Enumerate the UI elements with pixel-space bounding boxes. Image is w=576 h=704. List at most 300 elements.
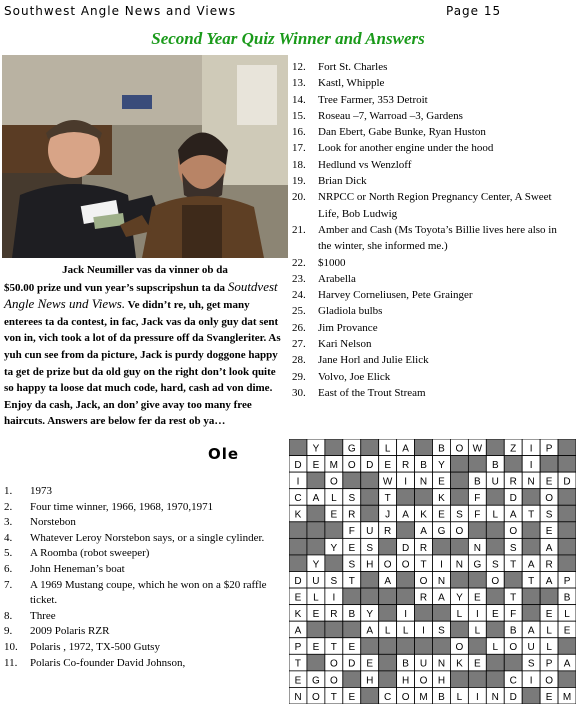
crossword-letter: Y — [438, 459, 445, 471]
crossword-letter: I — [440, 559, 443, 571]
crossword-letter: A — [294, 625, 302, 637]
answer-item — [4, 500, 284, 516]
crossword-letter: K — [294, 609, 302, 621]
crossword-letter: A — [545, 542, 553, 554]
crossword-letter: R — [401, 459, 410, 471]
answer-text: Norstebon — [30, 516, 76, 529]
answer-item — [4, 546, 284, 562]
crossword-letter: S — [366, 542, 374, 554]
crossword-letter: A — [402, 443, 409, 455]
crossword-letter: E — [348, 542, 356, 554]
crossword-block — [558, 538, 576, 555]
crossword-block — [522, 605, 540, 622]
crossword-letter: O — [329, 658, 338, 670]
answer-number: 11. — [4, 656, 18, 669]
crossword-letter: K — [456, 658, 463, 670]
crossword-letter: T — [384, 493, 391, 505]
crossword-block — [468, 572, 486, 589]
crossword-block — [379, 654, 397, 671]
crossword-letter: B — [438, 691, 445, 703]
crossword-letter: I — [422, 625, 425, 637]
crossword-letter: H — [401, 675, 410, 687]
crossword-block — [558, 439, 576, 456]
crossword-letter: A — [384, 575, 391, 587]
crossword-letter: C — [294, 493, 302, 505]
crossword-letter: N — [437, 575, 446, 587]
crossword-block — [486, 489, 504, 506]
answer-item — [4, 515, 284, 531]
answer-text: Three — [30, 609, 56, 622]
answer-text: Arabella — [318, 272, 356, 285]
answer-item — [292, 92, 572, 108]
crossword-letter: E — [312, 609, 320, 621]
crossword-letter: L — [492, 509, 499, 521]
crossword-letter: D — [366, 459, 374, 471]
crossword-block — [486, 671, 504, 688]
answer-number: 17. — [292, 142, 306, 155]
crossword-letter: S — [348, 559, 356, 571]
crossword-letter: M — [562, 691, 572, 703]
crossword-letter: K — [294, 509, 302, 521]
crossword-letter: E — [491, 609, 499, 621]
crossword-block — [415, 638, 433, 655]
crossword-letter: L — [384, 443, 391, 455]
crossword-letter: T — [420, 559, 427, 571]
crossword-letter: E — [366, 658, 374, 670]
crossword-block — [450, 489, 468, 506]
crossword-block — [558, 671, 576, 688]
crossword-letter: U — [312, 575, 320, 587]
crossword-letter: E — [348, 691, 356, 703]
crossword-block — [325, 621, 343, 638]
crossword-letter: I — [332, 592, 336, 604]
crossword-letter: U — [491, 476, 499, 488]
crossword-block — [361, 687, 379, 704]
crossword-letter: F — [348, 526, 355, 538]
crossword-block — [361, 472, 379, 489]
crossword-letter: R — [384, 526, 392, 538]
crossword-block — [379, 605, 397, 622]
crossword-letter: R — [419, 542, 428, 554]
crossword-letter: I — [475, 609, 479, 621]
crossword-block — [325, 555, 343, 572]
crossword-letter: U — [419, 658, 428, 670]
crossword-letter: O — [509, 526, 518, 538]
crossword-block — [522, 489, 540, 506]
answer-item — [292, 59, 572, 75]
answer-number: 24. — [292, 289, 306, 302]
answer-text: Tree Farmer, 353 Detroit — [318, 93, 428, 106]
crossword-letter: O — [455, 526, 464, 538]
crossword-block — [379, 671, 397, 688]
crossword-block — [522, 522, 540, 539]
crossword-letter: U — [366, 526, 374, 538]
crossword-block — [522, 687, 540, 704]
crossword-block — [343, 671, 361, 688]
crossword-letter: Y — [312, 443, 320, 455]
answer-text: Whatever Leroy Norstebon says, or a single cylinder. — [30, 531, 265, 544]
crossword-letter: O — [419, 675, 428, 687]
crossword-letter: E — [438, 476, 445, 488]
crossword-block — [397, 489, 415, 506]
crossword-letter: N — [437, 658, 446, 670]
crossword-letter: T — [330, 642, 337, 654]
crossword-block — [504, 456, 522, 473]
answer-number: 27. — [292, 338, 306, 351]
crossword-letter: F — [474, 493, 481, 505]
crossword-letter: E — [294, 675, 302, 687]
crossword-svg — [289, 439, 576, 704]
answer-number: 13. — [292, 77, 306, 90]
crossword-block — [450, 572, 468, 589]
crossword-letter: Y — [456, 592, 463, 604]
crossword-letter: O — [347, 459, 356, 471]
crossword-letter: T — [510, 559, 517, 571]
crossword-letter: Y — [330, 542, 338, 554]
crossword-letter: T — [348, 575, 355, 587]
answer-number: 20. — [292, 191, 306, 204]
crossword-letter: E — [545, 691, 553, 703]
answer-text: 2009 Polaris RZR — [30, 625, 110, 638]
crossword-block — [486, 621, 504, 638]
answer-item — [292, 75, 572, 91]
answer-text: Brian Dick — [318, 175, 367, 188]
crossword-letter: T — [330, 691, 337, 703]
answer-number: 22. — [292, 256, 306, 269]
answer-number: 14. — [292, 93, 306, 106]
answer-number: 7. — [4, 578, 13, 591]
answer-text: John Heneman’s boat — [30, 562, 125, 575]
crossword-block — [504, 654, 522, 671]
crossword-letter: L — [546, 642, 552, 654]
crossword-block — [307, 621, 325, 638]
crossword-letter: S — [491, 559, 499, 571]
answer-number: 6. — [4, 562, 13, 575]
crossword-letter: E — [312, 642, 320, 654]
crossword-block — [361, 505, 379, 522]
answer-text: Kastl, Whipple — [318, 77, 385, 90]
crossword-letter: P — [294, 642, 302, 654]
answer-text: Harvey Corneliusen, Pete Grainger — [318, 289, 473, 302]
crossword-letter: K — [420, 509, 427, 521]
crossword-letter: M — [419, 691, 428, 703]
answer-item — [4, 624, 284, 640]
answer-number: 15. — [292, 109, 306, 122]
crossword-letter: G — [473, 559, 482, 571]
crossword-letter: R — [330, 609, 338, 621]
crossword-letter: C — [384, 691, 392, 703]
crossword-block — [379, 588, 397, 605]
crossword-letter: B — [348, 609, 356, 621]
crossword-letter: E — [312, 459, 320, 471]
answer-item — [292, 222, 572, 255]
crossword-block — [343, 472, 361, 489]
crossword-letter: D — [563, 476, 571, 488]
crossword-letter: S — [527, 658, 535, 670]
answer-item — [292, 352, 572, 368]
answer-item — [292, 385, 572, 401]
crossword-letter: P — [545, 658, 553, 670]
crossword-letter: N — [527, 476, 535, 488]
crossword-letter: R — [419, 592, 428, 604]
crossword-block — [307, 505, 325, 522]
crossword-letter: B — [438, 443, 445, 455]
crossword-letter: N — [491, 691, 499, 703]
crossword-block — [558, 522, 576, 539]
crossword-letter: E — [330, 509, 338, 521]
crossword-letter: O — [419, 575, 428, 587]
crossword-block — [343, 588, 361, 605]
answer-number: 28. — [292, 354, 306, 367]
crossword-letter: B — [491, 459, 499, 471]
crossword-letter: J — [385, 509, 391, 521]
answer-text: Dan Ebert, Gabe Bunke, Ryan Huston — [318, 126, 486, 139]
crossword-letter: B — [402, 658, 409, 670]
crossword-block — [450, 472, 468, 489]
answer-number: 2. — [4, 500, 13, 513]
crossword-letter: F — [510, 609, 517, 621]
answer-text: Look for another engine under the hood — [318, 142, 494, 155]
crossword-block — [450, 621, 468, 638]
crossword-block — [486, 654, 504, 671]
answer-text: Hedlund vs Wenzloff — [318, 158, 412, 171]
answer-number: 5. — [4, 547, 13, 560]
crossword-letter: L — [564, 609, 570, 621]
crossword-letter: E — [294, 592, 302, 604]
answer-text: A Roomba (robot sweeper) — [30, 547, 150, 560]
answer-text: Jim Provance — [318, 321, 378, 334]
answer-text: Volvo, Joe Elick — [318, 370, 391, 383]
answer-item — [4, 562, 284, 578]
answer-number: 19. — [292, 175, 306, 188]
crossword-letter: S — [438, 625, 445, 637]
crossword-letter: H — [366, 675, 374, 687]
answer-text: Amber and Cash (Ms Toyota’s Billie lives here also in the winter, she informed me.) — [318, 223, 557, 253]
crossword-letter: A — [545, 575, 553, 587]
crossword-letter: I — [404, 476, 407, 488]
crossword-block — [433, 605, 451, 622]
crossword-letter: A — [312, 493, 320, 505]
crossword-letter: S — [545, 509, 553, 521]
crossword-letter: I — [404, 609, 407, 621]
crossword-letter: D — [509, 493, 517, 505]
crossword-letter: R — [348, 509, 356, 521]
answer-item — [292, 140, 572, 156]
crossword-block — [558, 555, 576, 572]
page-header — [4, 4, 572, 22]
crossword-letter: E — [348, 642, 356, 654]
crossword-letter: B — [420, 459, 427, 471]
crossword-letter: K — [438, 493, 445, 505]
crossword-letter: N — [419, 476, 428, 488]
crossword-letter: G — [347, 443, 356, 455]
answers-list-left — [4, 484, 284, 671]
crossword-block — [361, 638, 379, 655]
crossword-block — [361, 489, 379, 506]
answers-list-right — [292, 59, 572, 401]
crossword-block — [468, 671, 486, 688]
crossword-letter: A — [438, 592, 445, 604]
crossword-letter: D — [348, 658, 356, 670]
answer-item — [4, 640, 284, 656]
page-number: Page 15 — [446, 4, 502, 18]
crossword-letter: S — [509, 542, 517, 554]
crossword-letter: H — [437, 675, 446, 687]
crossword-letter: R — [545, 559, 553, 571]
crossword-block — [307, 472, 325, 489]
caption-body: Ve didn’t re, uh, get many enterees ta da contest, in fac, Jack vas da only guy dat sent von in, vich took a lot of da pressure off da Svangleriter. As yuh cun see from da picture, Jack is purdy doggone happy ta get de prize but da old guy on the right don’t look quite so happy ta loose dat much code, hard, cash ad von dime. Enjoy da cash, Jack, an don’ give avay too many free haircuts. Answers are below fer da rest ob ya… — [4, 299, 281, 428]
crossword-block — [289, 439, 307, 456]
crossword-block — [486, 522, 504, 539]
crossword-block — [343, 621, 361, 638]
crossword-letter: W — [472, 443, 483, 455]
winner-caption — [4, 262, 286, 430]
crossword-block — [361, 588, 379, 605]
crossword-block — [307, 654, 325, 671]
crossword-letter: E — [384, 459, 391, 471]
crossword-letter: O — [491, 575, 500, 587]
crossword-letter: N — [473, 542, 481, 554]
crossword-block — [433, 538, 451, 555]
crossword-block — [361, 439, 379, 456]
crossword-grid — [289, 439, 576, 704]
crossword-letter: S — [330, 575, 338, 587]
crossword-letter: G — [312, 675, 320, 687]
crossword-block — [289, 555, 307, 572]
caption-second-line: $50.00 prize und vun year’s supscripshun ta da — [4, 281, 226, 294]
answer-item — [4, 484, 284, 500]
crossword-letter: O — [545, 493, 553, 505]
crossword-letter: E — [545, 609, 553, 621]
crossword-block — [540, 456, 558, 473]
crossword-block — [397, 522, 415, 539]
crossword-letter: T — [294, 658, 302, 670]
answer-number: 4. — [4, 531, 13, 544]
answer-item — [292, 124, 572, 140]
crossword-block — [379, 638, 397, 655]
crossword-letter: P — [563, 575, 571, 587]
answer-text: Polaris , 1972, TX-500 Gutsy — [30, 640, 160, 653]
crossword-letter: L — [474, 625, 481, 637]
crossword-letter: L — [546, 625, 552, 637]
caption-first-line: Jack Neumiller vas da vinner ob da — [62, 264, 228, 276]
answer-text: East of the Trout Stream — [318, 386, 426, 399]
crossword-letter: L — [384, 625, 391, 637]
answer-item — [4, 609, 284, 625]
crossword-letter: L — [402, 625, 409, 637]
article-title: Second Year Quiz Winner and Answers — [151, 29, 425, 48]
crossword-block — [415, 489, 433, 506]
crossword-letter: I — [475, 691, 479, 703]
crossword-letter: L — [331, 493, 337, 505]
crossword-letter: B — [474, 476, 481, 488]
answer-text: $1000 — [318, 256, 346, 269]
crossword-block — [486, 588, 504, 605]
crossword-letter: O — [329, 476, 338, 488]
crossword-letter: D — [294, 575, 302, 587]
crossword-letter: Z — [510, 443, 517, 455]
crossword-letter: O — [383, 559, 392, 571]
crossword-letter: P — [545, 443, 553, 455]
crossword-letter: D — [509, 691, 517, 703]
crossword-block — [289, 538, 307, 555]
crossword-letter: N — [294, 691, 302, 703]
answer-number: 16. — [292, 126, 306, 139]
answer-item — [292, 369, 572, 385]
crossword-letter: E — [563, 625, 571, 637]
answer-text: Gladiola bulbs — [318, 305, 383, 318]
answer-item — [292, 336, 572, 352]
answer-number: 8. — [4, 609, 13, 622]
crossword-block — [307, 522, 325, 539]
crossword-block — [450, 456, 468, 473]
photo-illustration — [2, 55, 288, 258]
crossword-block — [415, 605, 433, 622]
crossword-letter: R — [509, 476, 517, 488]
crossword-block — [415, 439, 433, 456]
crossword-letter: L — [313, 592, 319, 604]
crossword-block — [397, 638, 415, 655]
answer-item — [292, 157, 572, 173]
crossword-letter: E — [438, 509, 445, 521]
answer-number: 21. — [292, 223, 306, 236]
answer-item — [292, 271, 572, 287]
answer-text: Kari Nelson — [318, 338, 372, 351]
crossword-block — [307, 538, 325, 555]
crossword-letter: O — [509, 642, 518, 654]
crossword-letter: T — [528, 509, 535, 521]
answer-item — [292, 287, 572, 303]
crossword-letter: D — [294, 459, 302, 471]
crossword-letter: W — [382, 476, 393, 488]
answer-number: 12. — [292, 61, 306, 73]
crossword-letter: A — [366, 625, 374, 637]
crossword-letter: E — [545, 526, 553, 538]
crossword-block — [450, 671, 468, 688]
caption-publication-name: Soutdvest Angle News und Views. — [4, 278, 278, 312]
answer-number: 10. — [4, 640, 18, 653]
answer-item — [4, 656, 284, 672]
crossword-block — [558, 456, 576, 473]
crossword-letter: M — [329, 459, 339, 471]
crossword-letter: D — [401, 542, 410, 554]
crossword-letter: S — [456, 509, 463, 521]
crossword-letter: I — [296, 476, 300, 488]
crossword-letter: C — [509, 675, 517, 687]
answer-text: 1973 — [30, 485, 52, 497]
crossword-block — [325, 522, 343, 539]
answer-item — [292, 108, 572, 124]
crossword-block — [558, 489, 576, 506]
crossword-block — [397, 588, 415, 605]
crossword-letter: O — [455, 642, 464, 654]
answer-text: A 1969 Mustang coupe, which he won on a $20 raffle ticket. — [30, 578, 267, 607]
answer-item — [292, 255, 572, 271]
signature-ole: Ole — [208, 445, 240, 463]
answer-number: 18. — [292, 158, 306, 171]
crossword-letter: L — [456, 609, 463, 621]
crossword-letter: E — [474, 658, 481, 670]
crossword-block — [450, 538, 468, 555]
crossword-block — [379, 538, 397, 555]
publication-name: Southwest Angle News and Views — [4, 4, 237, 18]
winner-photo — [2, 55, 288, 258]
answer-item — [4, 578, 284, 609]
answer-item — [292, 173, 572, 189]
crossword-block — [522, 588, 540, 605]
crossword-letter: Y — [366, 609, 374, 621]
answer-number: 30. — [292, 386, 306, 399]
